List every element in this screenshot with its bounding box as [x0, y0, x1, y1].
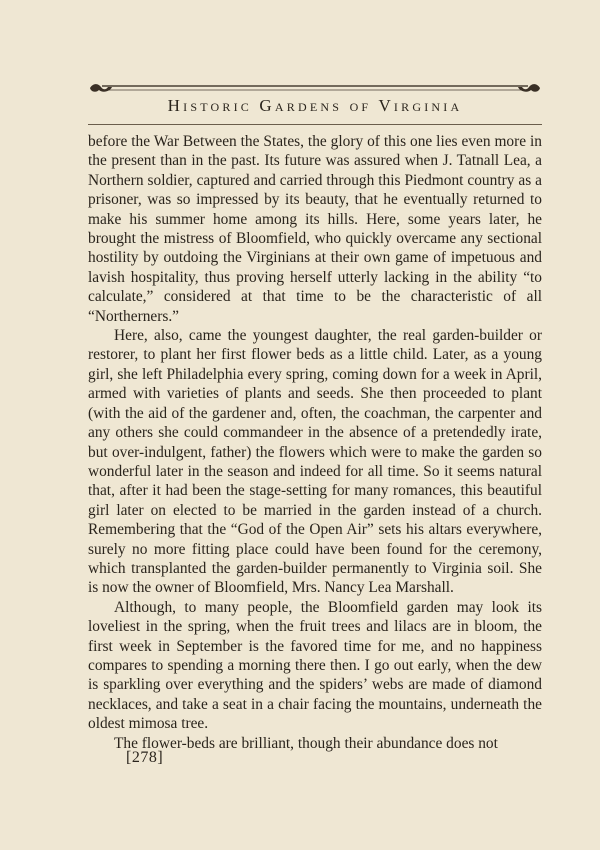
paragraph-1: before the War Between the States, the glory of this one lies even more in the present than in the past. Its future was assured when J. Tatnall Lea, a Northern soldier, captured and carried through this Piedmont country as a prisoner, was so impressed by its beauty, that he eventually returned to make his summer home among its hills. Here, some years later, he brought the mistress of Bloomfield, who quickly overcame any sectional hostility by outdoing the Virginians at their own game of impetuous and lavish hospitality, thus proving herself utterly lacking in the ability “to calculate,” considered at that time to be the characteristic of all “Northerners.”	[88, 133, 542, 325]
ornamental-header-rule	[88, 82, 542, 94]
running-head-title: Historic Gardens of Virginia	[167, 96, 463, 115]
paragraph-3: Although, to many people, the Bloomfield garden may look its loveliest in the spring, when the fruit trees and lilacs are in bloom, the first week in September is the favored time for me, and no happiness compares to spending a morning there then. I go out early, when the dew is sparkling over everything and the spiders’ webs are made of diamond necklaces, and take a seat in a chair facing the mountains, underneath the oldest mimosa tree.	[88, 598, 542, 733]
header-divider	[88, 124, 542, 125]
page-number: [278]	[126, 749, 164, 766]
paragraph-4: The flower-beds are brilliant, though their abundance does not	[114, 734, 498, 752]
body-text	[88, 132, 542, 753]
paragraph-2: Here, also, came the youngest daughter, the real garden-builder or restorer, to plant her first flower beds as a little child. Later, as a young girl, she left Philadelphia every spring, coming down for a week in April, armed with varieties of plants and seeds. She then proceeded to plant (with the aid of the gardener and, often, the coachman, the carpenter and any others she could commandeer in the absence of a pretendedly irate, but over-indulgent, father) the flowers which were to make the garden so wonderful later in the season and indeed for all time. So it seems natural that, after it had been the stage-setting for many romances, this beautiful girl later on elected to be married in the garden instead of a church. Remembering that the “God of the Open Air” sets his altars everywhere, surely no more fitting place could have been found for the ceremony, which transplanted the garden-builder permanently to Virginia soil. She is now the owner of Bloomfield, Mrs. Nancy Lea Marshall.	[88, 327, 542, 597]
